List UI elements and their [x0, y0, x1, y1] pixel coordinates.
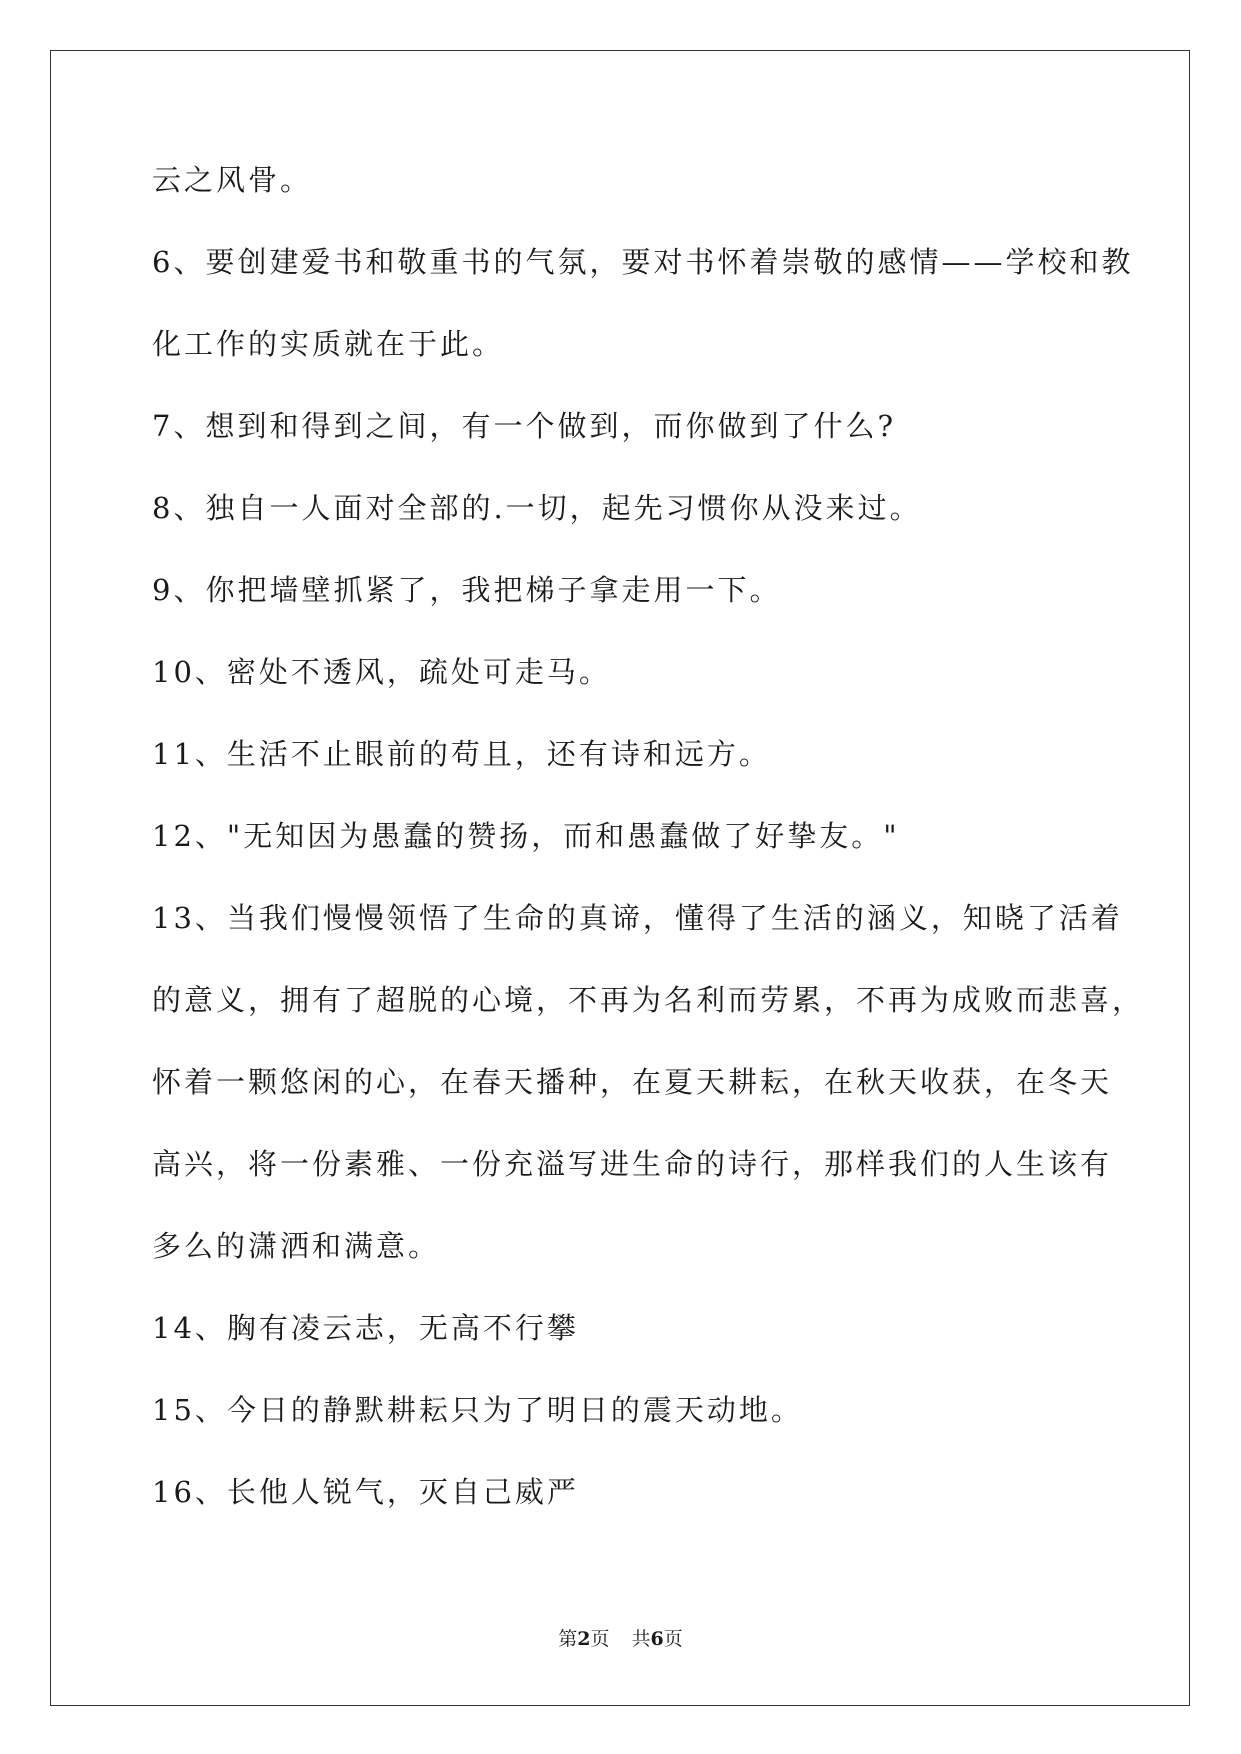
text-line: 云之风骨。 [152, 163, 313, 197]
page-current: 2 [577, 1628, 591, 1650]
text-line: 8、独自一人面对全部的.一切，起先习惯你从没来过。 [152, 491, 922, 525]
total-prefix: 共 [631, 1628, 651, 1650]
text-line: 的意义，拥有了超脱的心境，不再为名利而劳累，不再为成败而悲喜， [152, 983, 1145, 1017]
text-line: 16、长他人锐气，灭自己威严 [152, 1475, 579, 1509]
text-line: 化工作的实质就在于此。 [152, 327, 505, 361]
text-line: 10、密处不透风，疏处可走马。 [152, 655, 611, 689]
text-line: 高兴，将一份素雅、一份充溢写进生命的诗行，那样我们的人生该有 [152, 1147, 1113, 1181]
page-suffix: 页 [590, 1628, 610, 1650]
text-line: 13、当我们慢慢领悟了生命的真谛，懂得了生活的涵义，知晓了活着 [152, 901, 1123, 935]
document-body [152, 160, 1145, 1554]
page-total: 6 [650, 1628, 664, 1650]
text-line: 11、生活不止眼前的苟且，还有诗和远方。 [152, 737, 771, 771]
text-line: 14、胸有凌云志，无高不行攀 [152, 1311, 579, 1345]
text-line: 怀着一颗悠闲的心，在春天播种，在夏天耕耘，在秋天收获，在冬天 [152, 1065, 1113, 1099]
page-prefix: 第 [558, 1628, 578, 1650]
text-line: 6、要创建爱书和敬重书的气氛，要对书怀着崇敬的感情——学校和教 [152, 245, 1134, 279]
text-line: 7、想到和得到之间，有一个做到，而你做到了什么? [152, 409, 896, 443]
total-suffix: 页 [663, 1628, 683, 1650]
page-footer [0, 1624, 1241, 1651]
text-line: 多么的潇洒和满意。 [152, 1229, 441, 1263]
text-line: 9、你把墙壁抓紧了，我把梯子拿走用一下。 [152, 573, 782, 607]
text-line: 15、今日的静默耕耘只为了明日的震天动地。 [152, 1393, 803, 1427]
text-line: 12、"无知因为愚蠢的赞扬，而和愚蠢做了好挚友。" [152, 819, 900, 853]
